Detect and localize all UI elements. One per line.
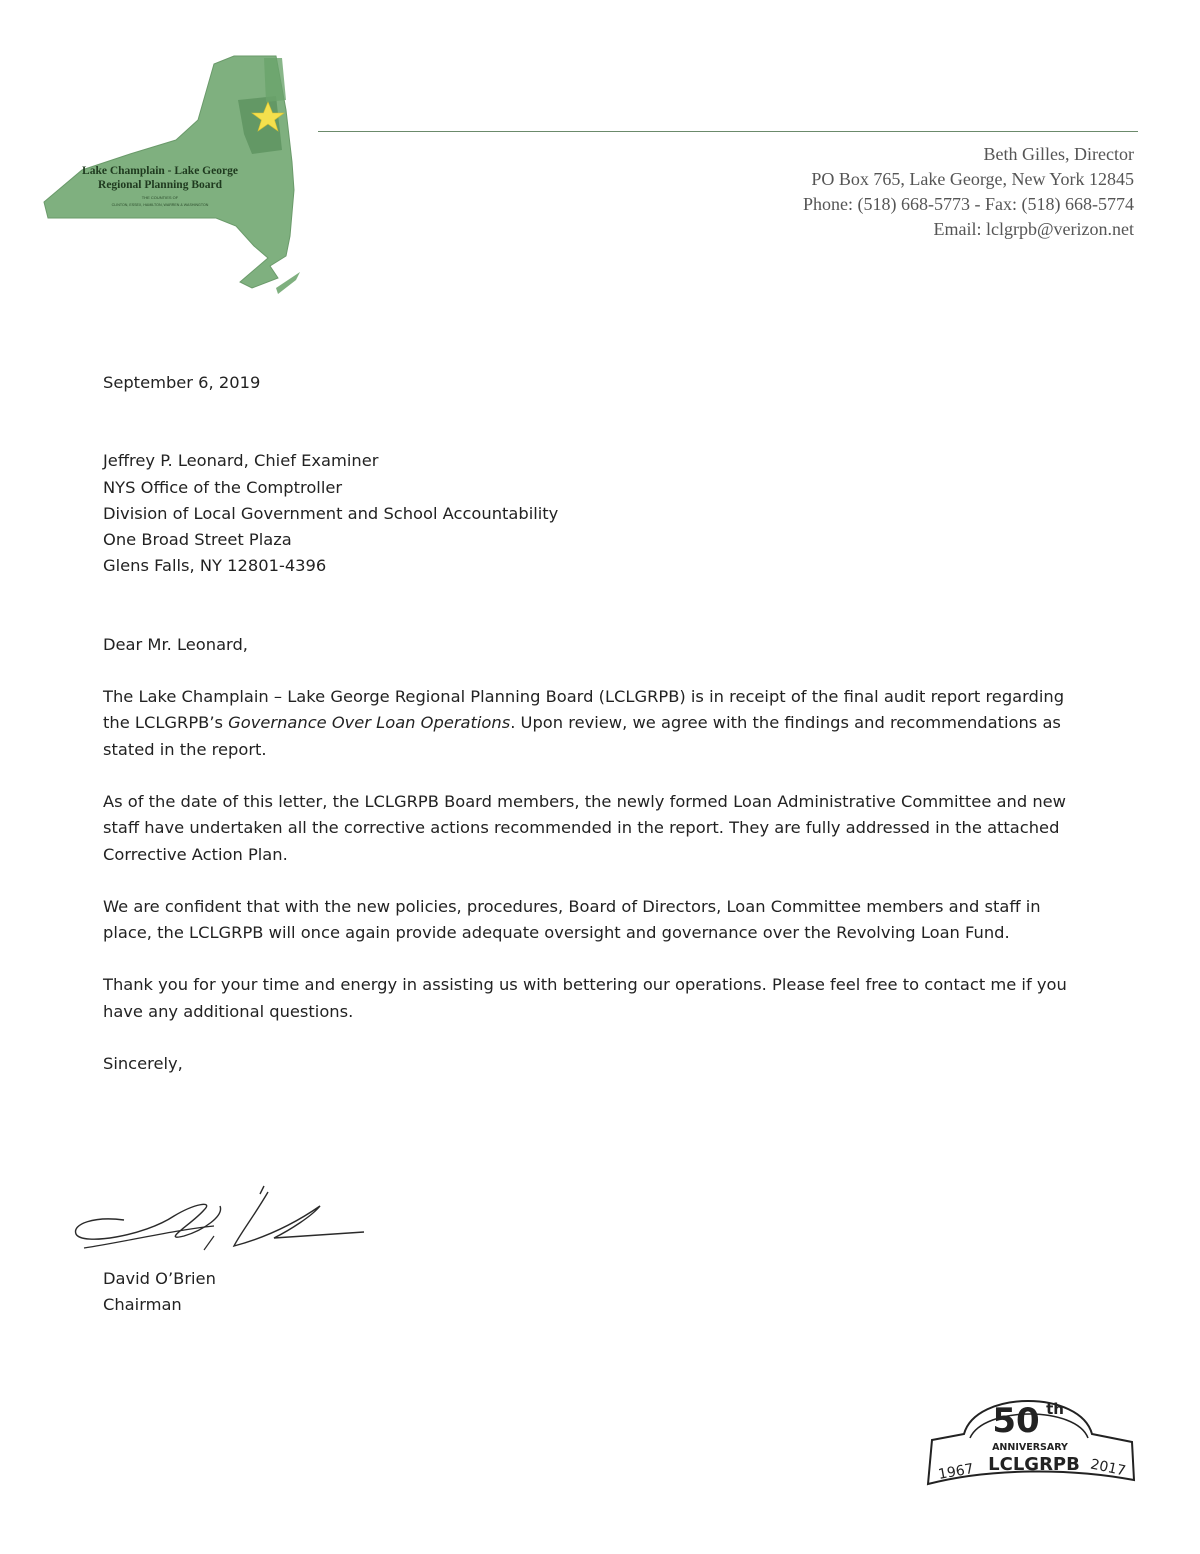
header-divider — [318, 131, 1138, 132]
director-line: Beth Gilles, Director — [983, 144, 1134, 164]
recipient-line: Division of Local Government and School Accountability — [103, 503, 559, 523]
paragraph-3: We are confident that with the new policies, procedures, Board of Directors, Loan Committee members and staff in place, the LCLGRPB will once again provide adequate oversight and governance over the Revolving Loan Fund. — [103, 896, 1041, 943]
recipient-line: One Broad Street Plaza — [103, 530, 292, 550]
signer-block — [103, 1266, 216, 1319]
signer-title: Chairman — [103, 1295, 182, 1315]
organization-logo — [38, 50, 300, 302]
email-line: Email: lclgrpb@verizon.net — [933, 219, 1134, 239]
anniversary-badge — [920, 1372, 1142, 1492]
badge-number: 50 — [992, 1401, 1040, 1441]
badge-suffix: th — [1046, 1400, 1064, 1418]
signature — [64, 1176, 384, 1266]
logo-title-line1: Lake Champlain - Lake George — [82, 165, 238, 177]
recipient-line: NYS Office of the Comptroller — [103, 477, 343, 497]
phone-fax-line: Phone: (518) 668-5773 - Fax: (518) 668-5774 — [803, 194, 1134, 214]
badge-org: LCLGRPB — [988, 1454, 1080, 1475]
address-line: PO Box 765, Lake George, New York 12845 — [811, 169, 1134, 189]
contact-block — [803, 142, 1134, 242]
letter-body — [103, 370, 1093, 1077]
recipient-line: Glens Falls, NY 12801-4396 — [103, 556, 327, 576]
ny-state-map — [38, 50, 300, 302]
logo-title-line2: Regional Planning Board — [98, 179, 222, 191]
paragraph-1: The Lake Champlain – Lake George Regional Planning Board (LCLGRPB) is in receipt of the final audit report regarding the LCLGRPB’s Governance Over Loan Operations. Upon review, we agree with the findings and recommendations as stated in the report. — [103, 687, 1065, 759]
closing: Sincerely, — [103, 1054, 183, 1074]
recipient-address — [103, 448, 1093, 579]
logo-counties-label: THE COUNTIES OF — [141, 195, 179, 200]
badge-label: ANNIVERSARY — [992, 1442, 1068, 1453]
recipient-line: Jeffrey P. Leonard, Chief Examiner — [103, 451, 379, 471]
paragraph-2: As of the date of this letter, the LCLGRPB Board members, the newly formed Loan Administrative Committee and new staff have undertaken all the corrective actions recommended in the report. They are fully addressed in the attached Corrective Action Plan. — [103, 791, 1066, 864]
signer-name: David O’Brien — [103, 1269, 216, 1288]
letter-date: September 6, 2019 — [103, 373, 261, 392]
salutation: Dear Mr. Leonard, — [103, 634, 248, 654]
badge-year-end: 2017 — [1088, 1456, 1128, 1480]
report-title: Governance Over Loan Operations — [228, 713, 511, 733]
badge-year-start: 1967 — [937, 1461, 975, 1483]
logo-counties-list: CLINTON, ESSEX, HAMILTON, WARREN & WASHINGTON — [111, 203, 209, 207]
paragraph-4: Thank you for your time and energy in assisting us with bettering our operations. Please feel free to contact me if you have any additional questions. — [103, 975, 1067, 1021]
